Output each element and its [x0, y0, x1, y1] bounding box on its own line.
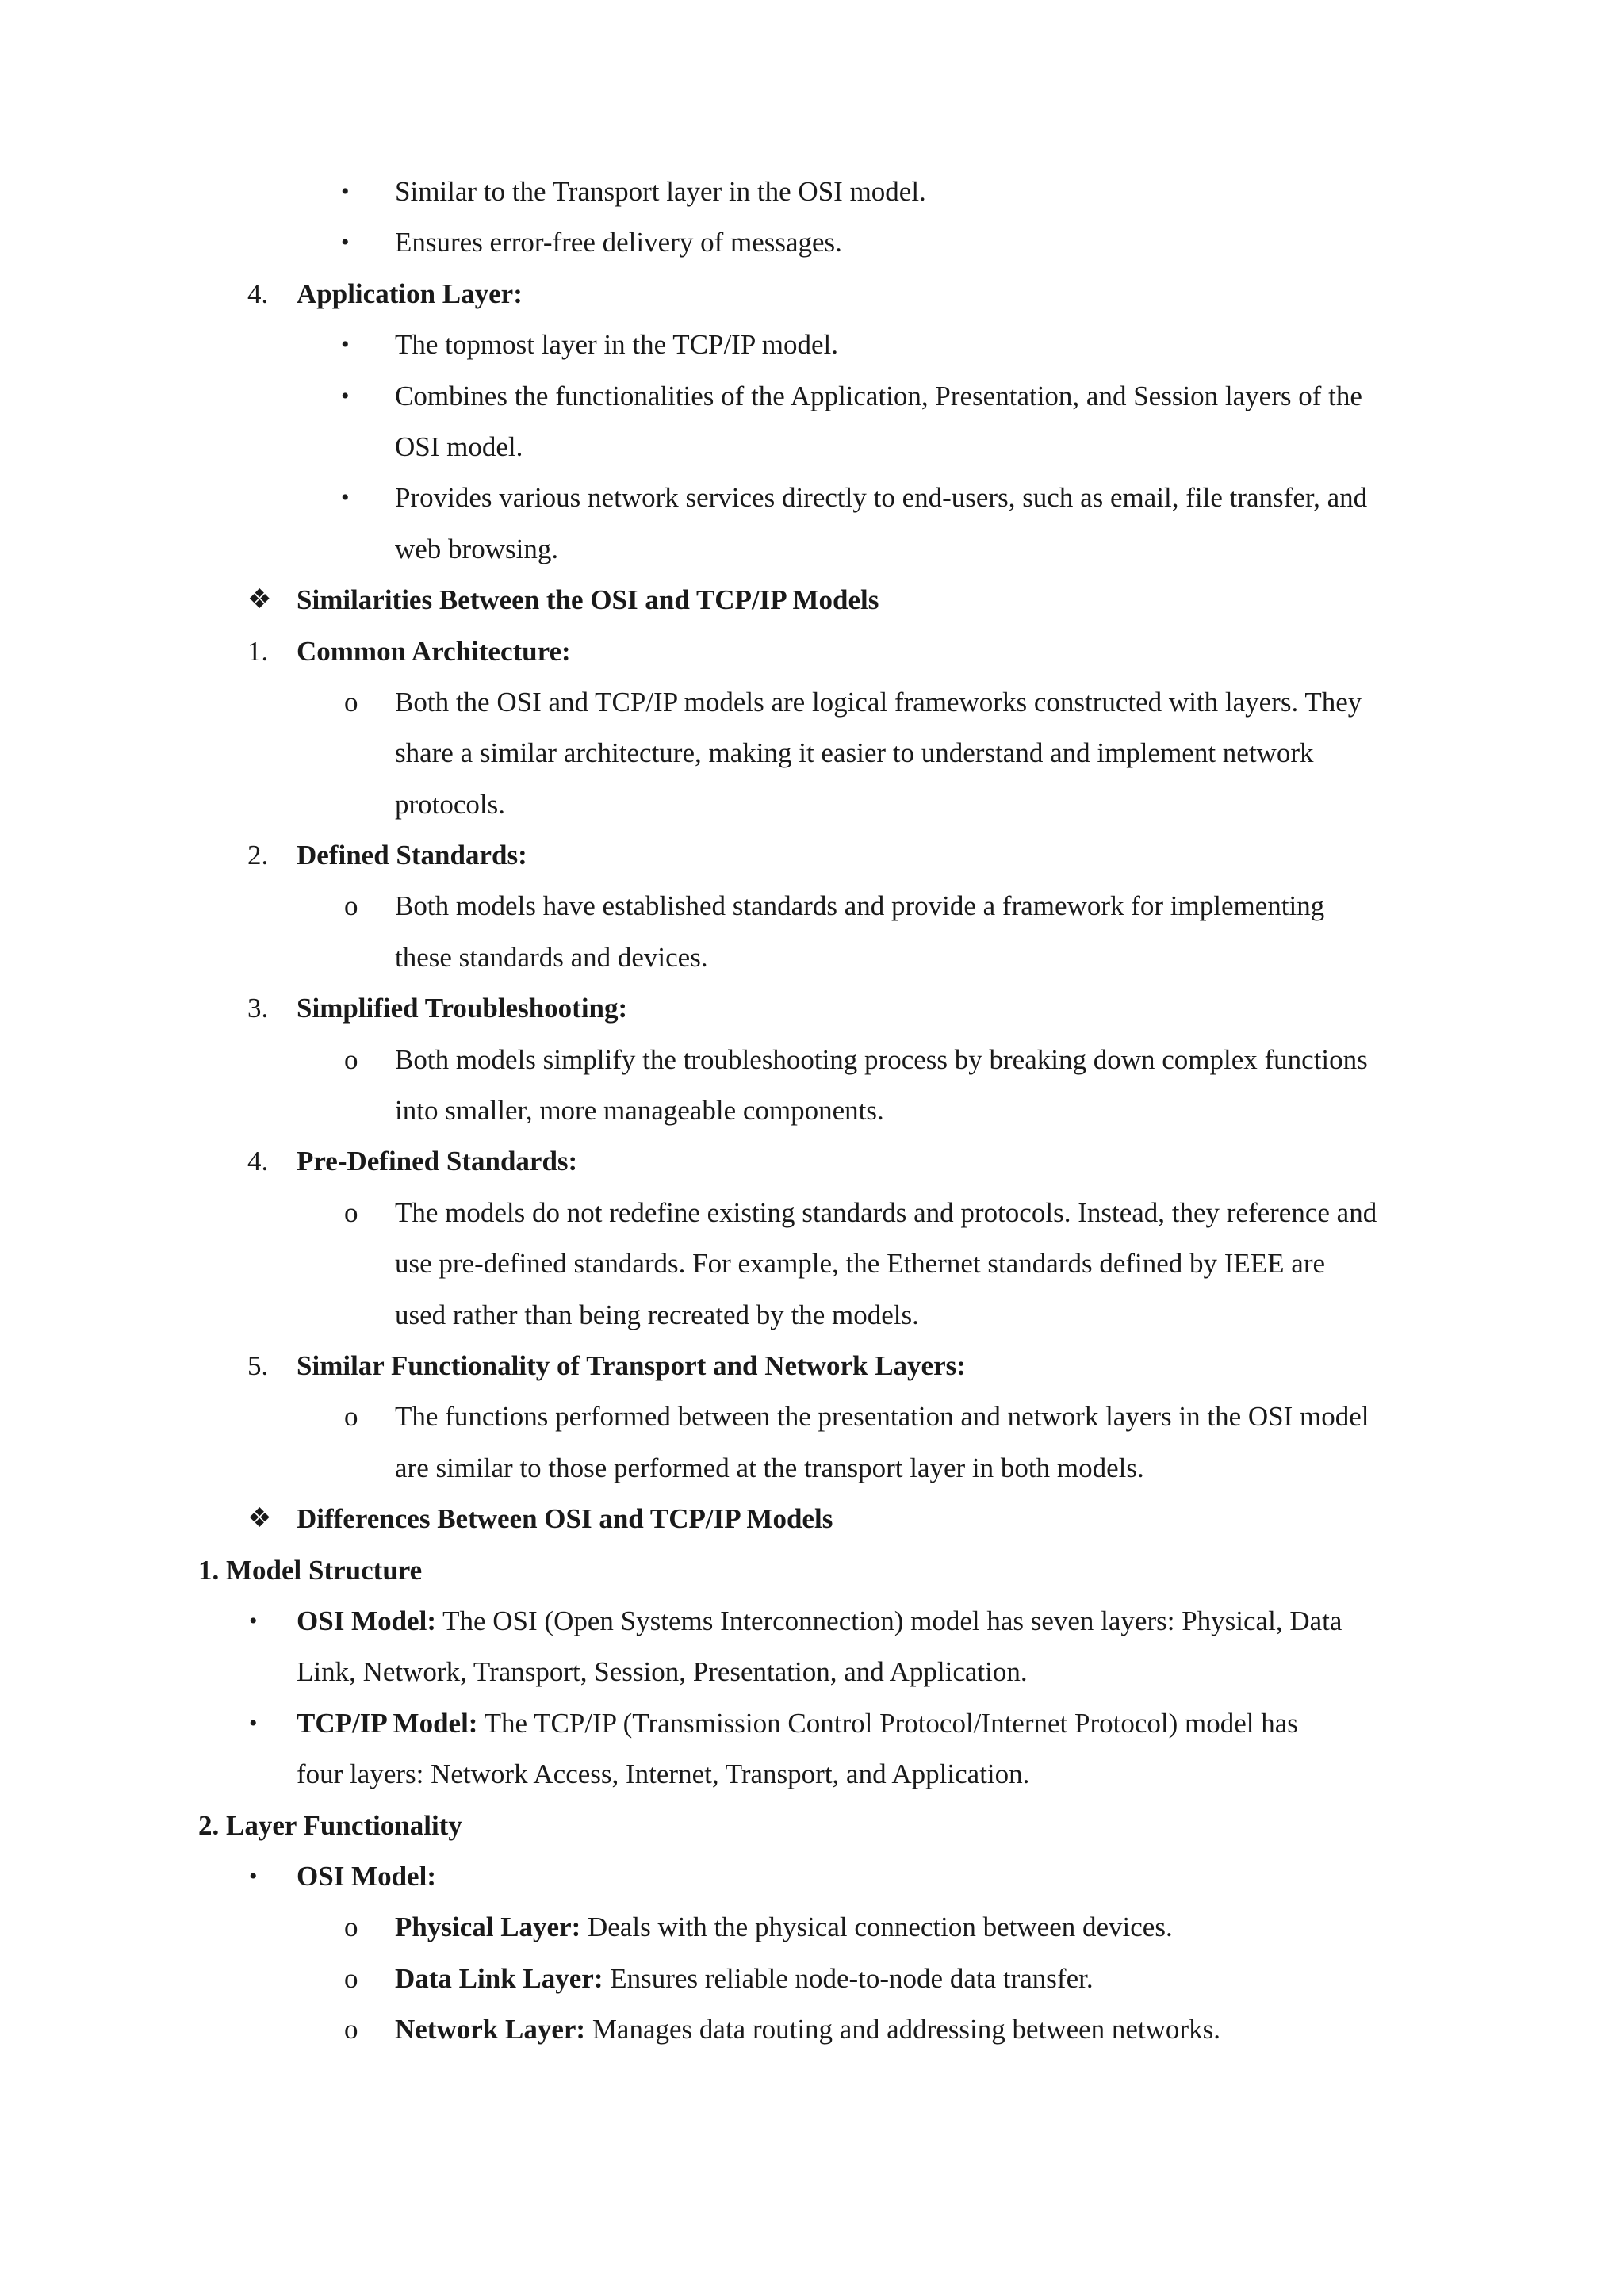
list-number: 4.: [247, 1146, 269, 1177]
diamond-bullet-icon: ❖: [247, 585, 272, 615]
document-line-cont-l1: [0, 1647, 1624, 1697]
line-text: [395, 1391, 1369, 1442]
document-line-circle-l2: [0, 2004, 1624, 2055]
document-line-cont-l2: [0, 1290, 1624, 1341]
bullet-icon: •: [341, 484, 350, 511]
bold-heading: 1. Model Structure: [198, 1554, 423, 1586]
line-text: [395, 422, 523, 473]
document-line-cont-l2: [0, 1238, 1624, 1289]
bullet-icon: •: [341, 178, 350, 205]
document-line-num-l1: [0, 626, 1624, 677]
line-text: [395, 1035, 1368, 1085]
line-text: [297, 1341, 966, 1391]
line-text: [297, 1851, 436, 1902]
document-line-section: [0, 1800, 1624, 1851]
bold-heading: Similar Functionality of Transport and Network Layers:: [297, 1349, 966, 1381]
document-line-diamond: [0, 575, 1624, 626]
document-line-num-l1: [0, 1136, 1624, 1187]
document-line-bullet-l2: [0, 166, 1624, 217]
body-text: four layers: Network Access, Internet, Transport, and Application.: [297, 1758, 1030, 1790]
document-line-section: [0, 1545, 1624, 1596]
line-text: [395, 2004, 1220, 2055]
body-text: Similar to the Transport layer in the OSI model.: [395, 176, 926, 207]
document-line-bullet-l2: [0, 371, 1624, 422]
body-text: web browsing.: [395, 533, 559, 564]
document-line-circle-l2: [0, 1188, 1624, 1238]
body-text: The functions performed between the presentation and network layers in the OSI model: [395, 1401, 1369, 1433]
line-text: [395, 166, 926, 217]
bold-heading: Similarities Between the OSI and TCP/IP Models: [297, 584, 879, 616]
body-text: these standards and devices.: [395, 941, 708, 973]
bold-heading: Physical Layer:: [395, 1911, 581, 1943]
body-text: Link, Network, Transport, Session, Presentation, and Application.: [297, 1656, 1028, 1688]
document-line-cont-l2: [0, 728, 1624, 779]
body-text: Ensures error-free delivery of messages.: [395, 227, 842, 258]
document-line-bullet-l2: [0, 320, 1624, 370]
circle-bullet-icon: o: [344, 890, 358, 922]
document-line-num-l1: [0, 269, 1624, 320]
line-text: [297, 1698, 1298, 1749]
line-text: [395, 1238, 1325, 1289]
list-number: 3.: [247, 993, 269, 1024]
body-text: protocols.: [395, 788, 506, 820]
document-line-circle-l2: [0, 1035, 1624, 1085]
bold-heading: Simplified Troubleshooting:: [297, 993, 628, 1024]
document-line-num-l1: [0, 830, 1624, 881]
line-text: [297, 1749, 1029, 1800]
body-text: Both the OSI and TCP/IP models are logical frameworks constructed with layers. They: [395, 686, 1362, 718]
document-line-circle-l2: [0, 881, 1624, 932]
line-text: [395, 1443, 1144, 1494]
diamond-bullet-icon: ❖: [247, 1504, 272, 1534]
line-text: [297, 1136, 577, 1187]
body-text: into smaller, more manageable components.: [395, 1095, 884, 1127]
bold-heading: 2. Layer Functionality: [198, 1809, 462, 1841]
body-text: Deals with the physical connection between devices.: [580, 1911, 1173, 1943]
line-text: [395, 728, 1314, 779]
document-line-bullet-l2: [0, 473, 1624, 523]
line-text: [297, 830, 527, 881]
bold-heading: Defined Standards:: [297, 840, 527, 871]
circle-bullet-icon: o: [344, 1962, 358, 1994]
document-line-cont-l2: [0, 779, 1624, 830]
line-text: [395, 677, 1362, 728]
line-text: [395, 881, 1324, 932]
document-line-circle-l2: [0, 1391, 1624, 1442]
body-text: Manages data routing and addressing between networks.: [585, 2014, 1220, 2045]
body-text: The OSI (Open Systems Interconnection) model has seven layers: Physical, Data: [435, 1605, 1342, 1636]
line-text: [297, 1494, 833, 1544]
list-number: 2.: [247, 840, 269, 871]
line-text: [395, 320, 838, 370]
bold-heading: Differences Between OSI and TCP/IP Models: [297, 1503, 833, 1535]
line-text: [395, 1902, 1173, 1953]
body-text: Both models simplify the troubleshooting process by breaking down complex functions: [395, 1043, 1368, 1075]
bullet-icon: •: [249, 1709, 258, 1736]
body-text: are similar to those performed at the transport layer in both models.: [395, 1452, 1144, 1483]
line-text: [297, 1596, 1342, 1647]
bullet-icon: •: [249, 1862, 258, 1889]
line-text: [395, 524, 558, 575]
bold-heading: Common Architecture:: [297, 635, 571, 667]
document-line-bullet-l2: [0, 217, 1624, 268]
body-text: The TCP/IP (Transmission Control Protocol/Internet Protocol) model has: [477, 1707, 1298, 1739]
document-line-bullet-l1: [0, 1596, 1624, 1647]
document-page: [0, 166, 1624, 2055]
document-line-circle-l2: [0, 1902, 1624, 1953]
line-text: [198, 1800, 462, 1851]
body-text: share a similar architecture, making it easier to understand and implement network: [395, 737, 1314, 769]
document-line-num-l1: [0, 983, 1624, 1034]
line-text: [395, 1085, 884, 1136]
circle-bullet-icon: o: [344, 1401, 358, 1433]
bullet-icon: •: [341, 229, 350, 256]
body-text: OSI model.: [395, 430, 523, 462]
line-text: [198, 1545, 422, 1596]
document-line-cont-l2: [0, 932, 1624, 983]
circle-bullet-icon: o: [344, 1196, 358, 1228]
bullet-icon: •: [341, 331, 350, 358]
document-line-cont-l1: [0, 1749, 1624, 1800]
document-line-circle-l2: [0, 1954, 1624, 2004]
line-text: [297, 269, 523, 320]
circle-bullet-icon: o: [344, 2014, 358, 2045]
bold-heading: OSI Model:: [297, 1605, 436, 1636]
body-text: Both models have established standards and provide a framework for implementing: [395, 890, 1325, 922]
circle-bullet-icon: o: [344, 1911, 358, 1943]
line-text: [297, 983, 627, 1034]
line-text: [395, 473, 1367, 523]
circle-bullet-icon: o: [344, 1043, 358, 1075]
line-text: [297, 1647, 1028, 1697]
document-line-cont-l2: [0, 422, 1624, 473]
document-line-cont-l2: [0, 524, 1624, 575]
line-text: [395, 932, 708, 983]
list-number: 1.: [247, 635, 269, 667]
line-text: [395, 371, 1362, 422]
line-text: [395, 1188, 1377, 1238]
line-text: [395, 1954, 1094, 2004]
document-line-num-l1: [0, 1341, 1624, 1391]
body-text: Ensures reliable node-to-node data transfer.: [603, 1962, 1094, 1994]
body-text: The models do not redefine existing standards and protocols. Instead, they reference and: [395, 1196, 1377, 1228]
bold-heading: Network Layer:: [395, 2014, 586, 2045]
list-number: 4.: [247, 277, 269, 309]
document-line-cont-l2: [0, 1443, 1624, 1494]
bullet-icon: •: [249, 1607, 258, 1634]
line-text: [395, 1290, 919, 1341]
bold-heading: OSI Model:: [297, 1860, 436, 1892]
body-text: used rather than being recreated by the models.: [395, 1299, 919, 1330]
circle-bullet-icon: o: [344, 686, 358, 718]
body-text: use pre-defined standards. For example, the Ethernet standards defined by IEEE are: [395, 1248, 1326, 1280]
body-text: Combines the functionalities of the Application, Presentation, and Session layers of the: [395, 380, 1362, 411]
document-line-cont-l2: [0, 1085, 1624, 1136]
line-text: [297, 575, 879, 626]
body-text: The topmost layer in the TCP/IP model.: [395, 329, 838, 361]
bold-heading: Application Layer:: [297, 277, 523, 309]
document-line-diamond: [0, 1494, 1624, 1544]
line-text: [395, 217, 842, 268]
bullet-icon: •: [341, 382, 350, 409]
bold-heading: Pre-Defined Standards:: [297, 1146, 578, 1177]
line-text: [297, 626, 571, 677]
document-line-bullet-l1: [0, 1851, 1624, 1902]
list-number: 5.: [247, 1349, 269, 1381]
body-text: Provides various network services directly to end-users, such as email, file transfer, and: [395, 482, 1368, 514]
bold-heading: TCP/IP Model:: [297, 1707, 478, 1739]
bold-heading: Data Link Layer:: [395, 1962, 603, 1994]
document-line-bullet-l1: [0, 1698, 1624, 1749]
line-text: [395, 779, 505, 830]
document-line-circle-l2: [0, 677, 1624, 728]
